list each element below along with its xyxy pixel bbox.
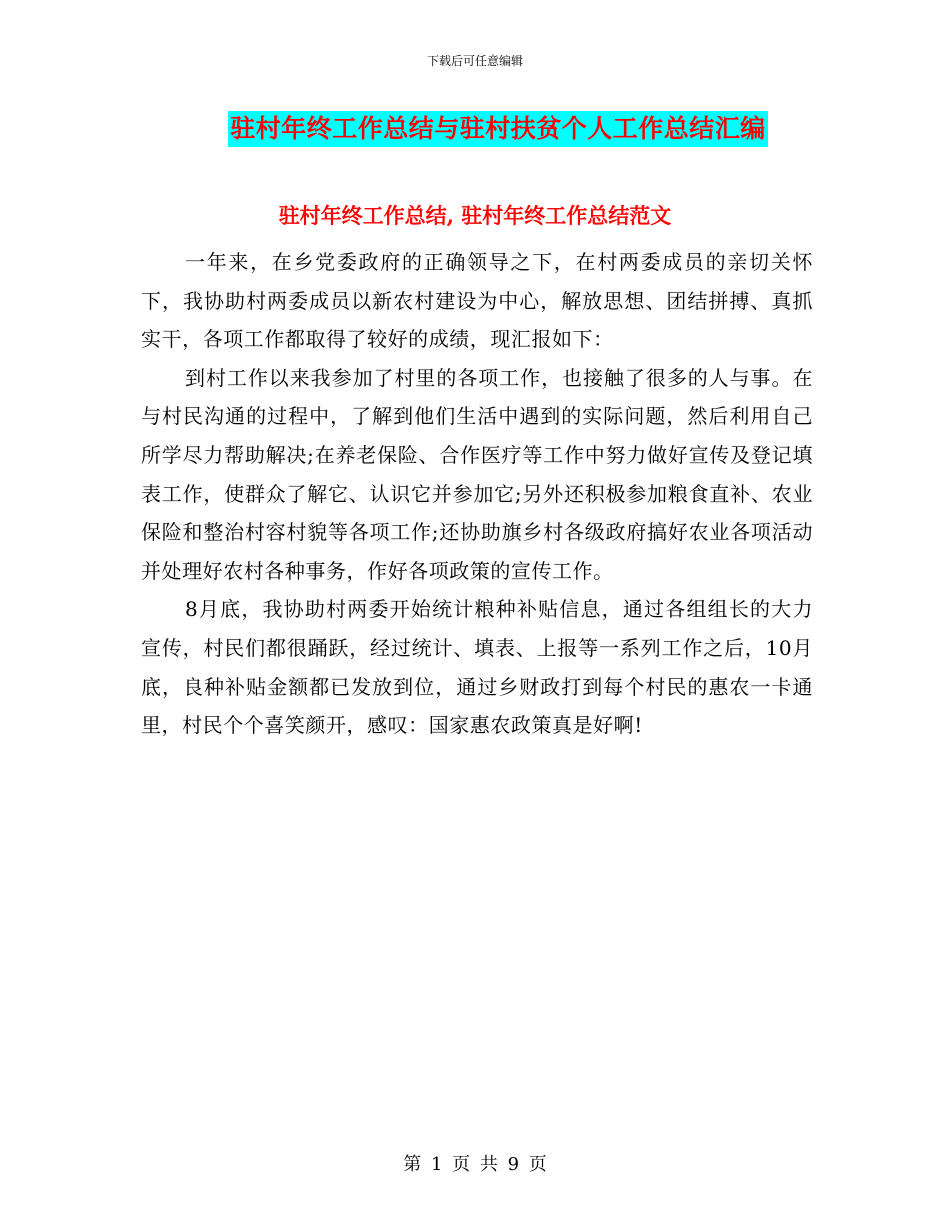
page-header: 下载后可任意编辑 xyxy=(426,54,523,68)
paragraph: 一年来，在乡党委政府的正确领导之下，在村两委成员的亲切关怀下，我协助村两委成员以新农村建设为中心，解放思想、团结拼搏、真抓实干，各项工作都取得了较好的成绩，现汇报如下： xyxy=(141,250,813,352)
paragraph: 到村工作以来我参加了村里的各项工作，也接触了很多的人与事。在与村民沟通的过程中，了解到他们生活中遇到的实际问题，然后利用自己所学尽力帮助解决;在养老保险、合作医疗等工作中努力做好宣传及登记填表工作，使群众了解它、认识它并参加它;另外还积极参加粮食直补、农业保险和整治村容村貌等各项工作;还协助旗乡村各级政府搞好农业各项活动并处理好农村各种事务，作好各项政策的宣传工作。 xyxy=(141,365,813,583)
page-number-footer: 第 1 页 共 9 页 xyxy=(403,1154,547,1175)
document-title: 驻村年终工作总结与驻村扶贫个人工作总结汇编 xyxy=(228,111,768,147)
document-title-container xyxy=(0,111,950,147)
section-title: 驻村年终工作总结, 驻村年终工作总结范文 xyxy=(278,203,672,228)
paragraph: 8月底，我协助村两委开始统计粮种补贴信息，通过各组组长的大力宣传，村民们都很踊跃，经过统计、填表、上报等一系列工作之后，10月底，良种补贴金额都已发放到位，通过乡财政打到每个村民的惠农一卡通里，村民个个喜笑颜开，感叹：国家惠农政策真是好啊! xyxy=(141,597,813,738)
document-body xyxy=(141,243,813,745)
